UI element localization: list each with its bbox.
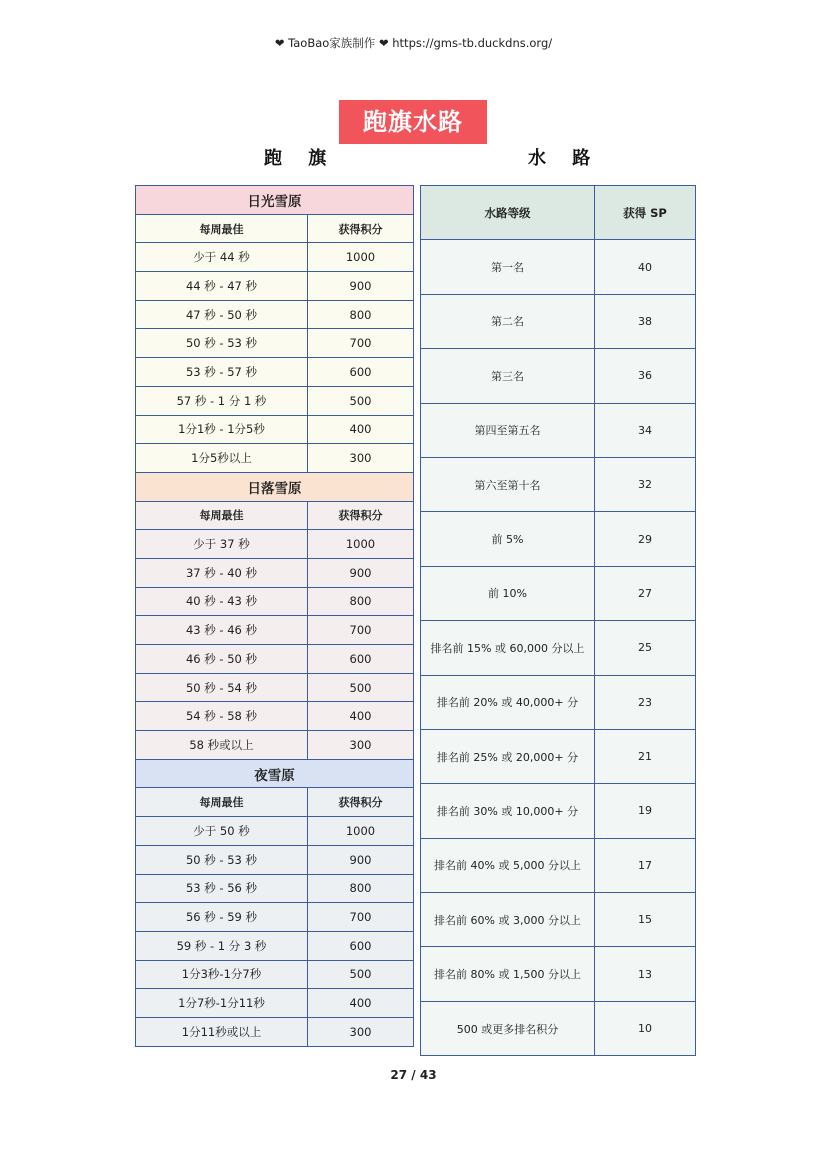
time-cell: 58 秒或以上 — [136, 731, 308, 760]
table-row — [136, 731, 414, 760]
sp-cell: 38 — [595, 294, 696, 348]
points-cell: 400 — [308, 415, 414, 444]
sp-cell: 19 — [595, 784, 696, 838]
table-row — [136, 1017, 414, 1046]
points-cell: 1000 — [308, 243, 414, 272]
section-name: 日光雪原 — [136, 186, 414, 215]
rank-cell: 排名前 80% 或 1,500 分以上 — [421, 947, 595, 1001]
table-row — [421, 457, 696, 511]
sp-cell: 21 — [595, 729, 696, 783]
sp-cell: 15 — [595, 893, 696, 947]
sp-cell: 27 — [595, 566, 696, 620]
points-cell: 700 — [308, 903, 414, 932]
flag-section — [136, 759, 414, 1046]
time-cell: 1分11秒或以上 — [136, 1017, 308, 1046]
time-cell: 1分1秒 - 1分5秒 — [136, 415, 308, 444]
sp-cell: 40 — [595, 240, 696, 294]
column-header-row — [136, 214, 414, 243]
flag-race-table — [135, 185, 414, 1047]
column-header-sp: 获得 SP — [595, 186, 696, 240]
table-row — [136, 300, 414, 329]
points-cell: 1000 — [308, 817, 414, 846]
column-header-row — [421, 186, 696, 240]
rank-cell: 第四至第五名 — [421, 403, 595, 457]
time-cell: 53 秒 - 57 秒 — [136, 358, 308, 387]
table-row — [136, 931, 414, 960]
rank-cell: 第六至第十名 — [421, 457, 595, 511]
time-cell: 59 秒 - 1 分 3 秒 — [136, 931, 308, 960]
points-cell: 600 — [308, 931, 414, 960]
table-row — [136, 702, 414, 731]
table-row — [421, 893, 696, 947]
points-cell: 400 — [308, 702, 414, 731]
points-cell: 800 — [308, 874, 414, 903]
rank-cell: 排名前 60% 或 3,000 分以上 — [421, 893, 595, 947]
section-header-row — [136, 186, 414, 215]
table-row — [136, 673, 414, 702]
rank-cell: 排名前 25% 或 20,000+ 分 — [421, 729, 595, 783]
table-row — [136, 243, 414, 272]
time-cell: 50 秒 - 53 秒 — [136, 329, 308, 358]
time-cell: 少于 37 秒 — [136, 530, 308, 559]
page-title: 跑旗水路 — [339, 100, 487, 144]
time-cell: 1分7秒-1分11秒 — [136, 989, 308, 1018]
time-cell: 47 秒 - 50 秒 — [136, 300, 308, 329]
time-cell: 37 秒 - 40 秒 — [136, 558, 308, 587]
table-row — [136, 558, 414, 587]
table-row — [421, 294, 696, 348]
time-cell: 40 秒 - 43 秒 — [136, 587, 308, 616]
sp-cell: 10 — [595, 1001, 696, 1055]
sp-cell: 36 — [595, 349, 696, 403]
rank-cell: 排名前 15% 或 60,000 分以上 — [421, 621, 595, 675]
sp-cell: 13 — [595, 947, 696, 1001]
table-row — [421, 566, 696, 620]
time-cell: 1分5秒以上 — [136, 444, 308, 473]
sp-cell: 34 — [595, 403, 696, 457]
page-number: 27 / 43 — [390, 1068, 437, 1082]
points-cell: 300 — [308, 731, 414, 760]
section-name: 夜雪原 — [136, 759, 414, 788]
table-row — [421, 784, 696, 838]
page-header: ❤ TaoBao家族制作 ❤ https://gms-tb.duckdns.org/ — [274, 36, 553, 50]
table-row — [136, 645, 414, 674]
sp-cell: 29 — [595, 512, 696, 566]
rank-cell: 第一名 — [421, 240, 595, 294]
column-header-row — [136, 788, 414, 817]
table-row — [421, 512, 696, 566]
table-row — [136, 874, 414, 903]
water-route-table — [420, 185, 696, 1056]
column-header-row — [136, 501, 414, 530]
points-cell: 400 — [308, 989, 414, 1018]
rank-cell: 前 10% — [421, 566, 595, 620]
table-row — [136, 530, 414, 559]
table-row — [421, 621, 696, 675]
table-row — [136, 329, 414, 358]
table-row — [136, 587, 414, 616]
time-cell: 1分3秒-1分7秒 — [136, 960, 308, 989]
column-header-time: 每周最佳 — [136, 214, 308, 243]
sp-cell: 23 — [595, 675, 696, 729]
points-cell: 600 — [308, 645, 414, 674]
rank-cell: 前 5% — [421, 512, 595, 566]
table-row — [421, 675, 696, 729]
points-cell: 900 — [308, 558, 414, 587]
sp-cell: 25 — [595, 621, 696, 675]
points-cell: 1000 — [308, 530, 414, 559]
table-row — [421, 1001, 696, 1055]
column-header-time: 每周最佳 — [136, 501, 308, 530]
rank-cell: 排名前 30% 或 10,000+ 分 — [421, 784, 595, 838]
time-cell: 50 秒 - 53 秒 — [136, 845, 308, 874]
rank-cell: 第三名 — [421, 349, 595, 403]
column-header-points: 获得积分 — [308, 214, 414, 243]
table-row — [136, 444, 414, 473]
time-cell: 少于 50 秒 — [136, 817, 308, 846]
table-row — [136, 386, 414, 415]
table-row — [421, 838, 696, 892]
time-cell: 57 秒 - 1 分 1 秒 — [136, 386, 308, 415]
points-cell: 900 — [308, 272, 414, 301]
points-cell: 300 — [308, 444, 414, 473]
table-row — [421, 403, 696, 457]
points-cell: 500 — [308, 960, 414, 989]
table-row — [421, 947, 696, 1001]
section-header-row — [136, 472, 414, 501]
water-route-title: 水 路 — [528, 148, 601, 169]
column-header-rank: 水路等级 — [421, 186, 595, 240]
rank-cell: 500 或更多排名积分 — [421, 1001, 595, 1055]
rank-cell: 排名前 20% 或 40,000+ 分 — [421, 675, 595, 729]
points-cell: 500 — [308, 386, 414, 415]
column-header-time: 每周最佳 — [136, 788, 308, 817]
time-cell: 44 秒 - 47 秒 — [136, 272, 308, 301]
rank-cell: 排名前 40% 或 5,000 分以上 — [421, 838, 595, 892]
time-cell: 53 秒 - 56 秒 — [136, 874, 308, 903]
flag-section — [136, 186, 414, 473]
table-row — [136, 616, 414, 645]
points-cell: 800 — [308, 300, 414, 329]
table-row — [421, 729, 696, 783]
sp-cell: 17 — [595, 838, 696, 892]
points-cell: 700 — [308, 616, 414, 645]
column-header-points: 获得积分 — [308, 788, 414, 817]
table-row — [136, 272, 414, 301]
time-cell: 56 秒 - 59 秒 — [136, 903, 308, 932]
column-header-points: 获得积分 — [308, 501, 414, 530]
points-cell: 500 — [308, 673, 414, 702]
flag-race-title: 跑 旗 — [264, 148, 337, 169]
table-row — [136, 817, 414, 846]
points-cell: 900 — [308, 845, 414, 874]
section-header-row — [136, 759, 414, 788]
section-name: 日落雪原 — [136, 472, 414, 501]
rank-cell: 第二名 — [421, 294, 595, 348]
points-cell: 700 — [308, 329, 414, 358]
table-row — [136, 960, 414, 989]
sp-cell: 32 — [595, 457, 696, 511]
flag-section — [136, 472, 414, 759]
time-cell: 54 秒 - 58 秒 — [136, 702, 308, 731]
time-cell: 43 秒 - 46 秒 — [136, 616, 308, 645]
table-row — [136, 358, 414, 387]
points-cell: 300 — [308, 1017, 414, 1046]
points-cell: 800 — [308, 587, 414, 616]
table-row — [136, 415, 414, 444]
table-row — [136, 989, 414, 1018]
table-row — [136, 903, 414, 932]
points-cell: 600 — [308, 358, 414, 387]
time-cell: 46 秒 - 50 秒 — [136, 645, 308, 674]
time-cell: 少于 44 秒 — [136, 243, 308, 272]
table-row — [421, 240, 696, 294]
table-row — [136, 845, 414, 874]
table-row — [421, 349, 696, 403]
time-cell: 50 秒 - 54 秒 — [136, 673, 308, 702]
